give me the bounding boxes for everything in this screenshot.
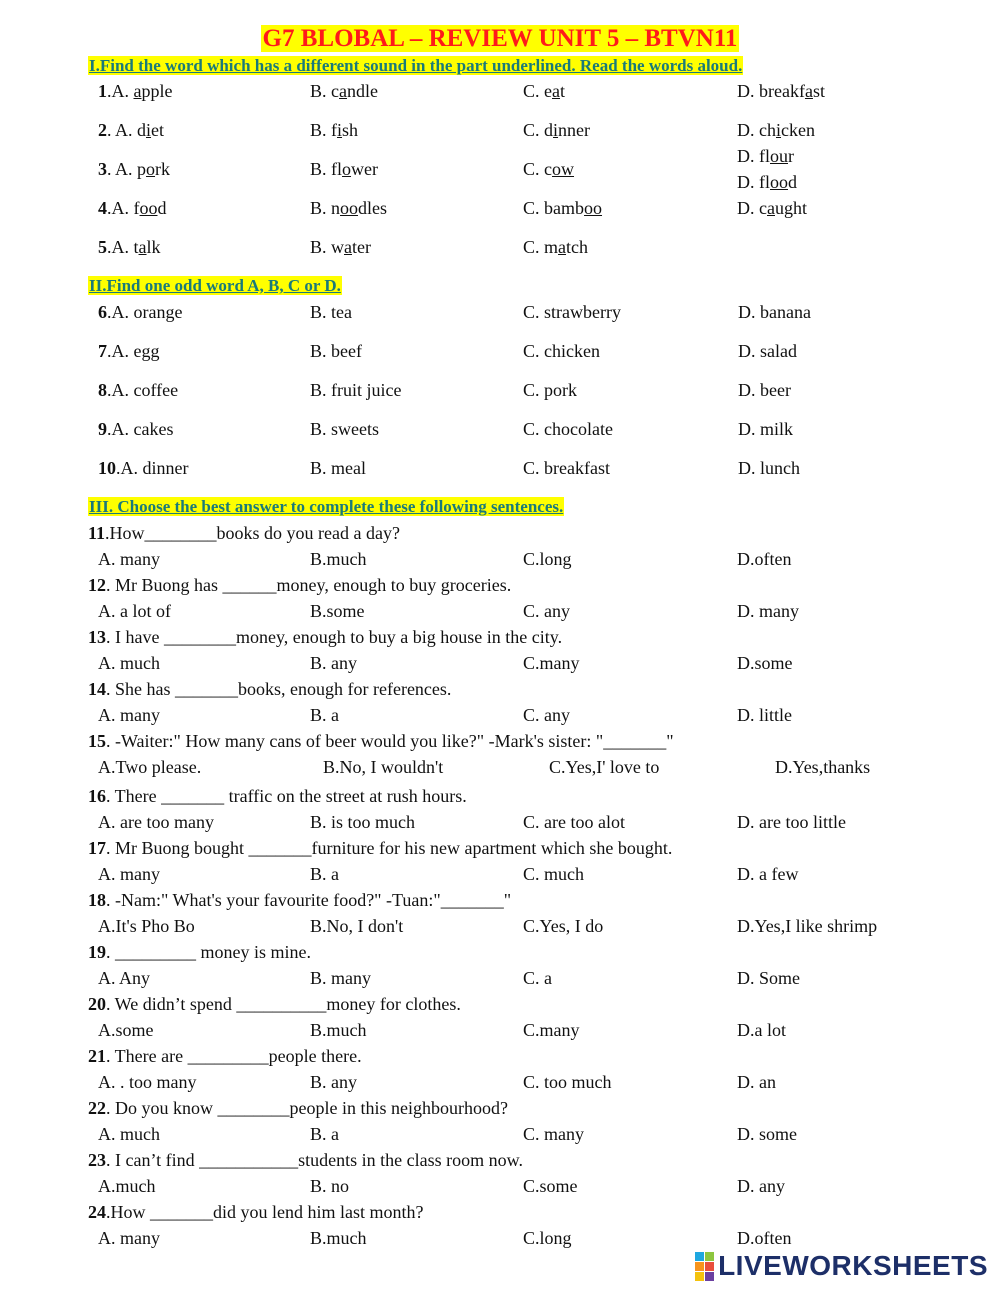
option-b: B. sweets (310, 419, 379, 439)
question-number: 14 (88, 679, 106, 699)
option-d (737, 81, 825, 102)
answer-option-a[interactable]: A.It's Pho Bo (98, 916, 195, 936)
question-text (88, 942, 311, 963)
answer-option-c[interactable]: C. a (523, 968, 552, 988)
question-text (88, 1046, 362, 1067)
word-part: c (544, 159, 553, 179)
answer-option-a[interactable]: A. Any (98, 968, 151, 988)
option-label: C. (523, 237, 545, 257)
option-c (523, 120, 590, 141)
option-label: D. (737, 172, 759, 192)
answer-option-c[interactable]: C. too much (523, 1072, 612, 1092)
answer-option-a[interactable]: A. many (98, 1228, 160, 1248)
option-b: B. tea (310, 302, 352, 322)
answer-option-d[interactable]: D. an (737, 1072, 776, 1092)
question-number: 23 (88, 1150, 106, 1170)
underlined-letters: oo (770, 172, 788, 192)
option-c: C. chocolate (523, 419, 613, 439)
answer-option-c[interactable]: C. are too alot (523, 812, 625, 832)
question-number: 17 (88, 838, 106, 858)
liveworksheets-logo-icon (695, 1252, 714, 1281)
answer-option-b[interactable]: B.much (310, 549, 367, 569)
option-a (98, 198, 167, 219)
word-part: nner (558, 120, 591, 140)
option-b: B. fruit juice (310, 380, 402, 400)
word-part: p (137, 159, 147, 179)
section-2-heading: II.Find one odd word A, B, C or D. (89, 276, 341, 295)
option-label: .A. (107, 237, 134, 257)
option-b: B. meal (310, 458, 366, 478)
underlined-letters: a (344, 237, 353, 257)
option-label: C. (523, 159, 545, 179)
option-d (737, 198, 807, 219)
word-part: ndle (347, 81, 379, 101)
question-number: 11 (88, 523, 106, 543)
option-c (523, 198, 602, 219)
option-a (98, 81, 173, 102)
answer-option-d[interactable]: D.some (737, 653, 793, 673)
question-text (88, 731, 674, 752)
option-d (737, 120, 815, 141)
answer-option-b[interactable]: B.some (310, 601, 365, 621)
underlined-letters: a (133, 81, 142, 101)
answer-option-c[interactable]: C. any (523, 601, 570, 621)
answer-option-c[interactable]: C.long (523, 549, 572, 569)
word-part: fl (759, 146, 770, 166)
question-text (88, 838, 672, 859)
question-number: 13 (88, 627, 106, 647)
question-text (88, 1150, 523, 1171)
word-part: sh (342, 120, 359, 140)
answer-option-a[interactable]: A.much (98, 1176, 156, 1196)
option-label: C. (523, 120, 545, 140)
option-label: D. (737, 81, 759, 101)
option-c (523, 81, 565, 102)
word-part: bamb (544, 198, 585, 218)
answer-option-d[interactable]: D. a few (737, 864, 799, 884)
answer-option-a[interactable]: A. much (98, 1124, 160, 1144)
question-stem: . Mr Buong bought _______furniture for his new apartment which she bought. (106, 838, 673, 858)
answer-option-b[interactable]: B. is too much (310, 812, 416, 832)
question-text (88, 890, 511, 911)
answer-option-c[interactable]: C.Yes,I' love to (549, 757, 660, 777)
word-part: et (151, 120, 165, 140)
answer-option-d[interactable]: D. are too little (737, 812, 846, 832)
answer-option-d[interactable]: D. any (737, 1176, 785, 1196)
option-c (523, 159, 574, 180)
option-label: . A. (107, 120, 138, 140)
option-label: D. (737, 198, 759, 218)
logo-text: LIVEWORKSHEETS (718, 1250, 988, 1281)
question-stem: . Mr Buong has ______money, enough to buy groceries. (106, 575, 512, 595)
option-text: .A. cakes (107, 419, 174, 439)
answer-option-c[interactable]: C. many (523, 1124, 584, 1144)
answer-option-c[interactable]: C.Yes, I do (523, 916, 604, 936)
answer-option-c[interactable]: C. any (523, 705, 570, 725)
word-part: f (331, 120, 338, 140)
question-stem: . I can’t find ___________students in the class room now. (106, 1150, 523, 1170)
word-part: ter (352, 237, 371, 257)
word-part: lk (146, 237, 161, 257)
underlined-letters: o (146, 159, 156, 179)
question-number: 22 (88, 1098, 106, 1118)
option-c: C. strawberry (523, 302, 621, 322)
answer-option-b[interactable]: B. no (310, 1176, 350, 1196)
question-number: 9 (98, 419, 107, 439)
word-part: e (544, 81, 553, 101)
option-b (310, 81, 378, 102)
question-number: 4 (98, 198, 107, 218)
option-b: B. beef (310, 341, 362, 361)
word-part: d (788, 172, 797, 192)
word-part: t (560, 81, 566, 101)
option-d (737, 146, 794, 167)
answer-option-a[interactable]: A. are too many (98, 812, 214, 832)
word-part: rk (155, 159, 171, 179)
question-text (88, 994, 461, 1015)
section-3-heading: III. Choose the best answer to complete these following sentences. (89, 497, 564, 516)
worksheet-title (0, 24, 1000, 54)
answer-option-a[interactable]: A.Two please. (98, 757, 202, 777)
option-text: .A. orange (107, 302, 183, 322)
question-stem: . I have ________money, enough to buy a big house in the city. (106, 627, 563, 647)
word-part: wer (351, 159, 378, 179)
word-part: ught (775, 198, 808, 218)
question-stem: . -Nam:" What's your favourite food?" -Tuan:"_______" (106, 890, 512, 910)
option-a (98, 419, 173, 440)
word-part: c (331, 81, 340, 101)
question-number: 10 (98, 458, 116, 478)
question-number: 19 (88, 942, 106, 962)
title-text: G7 BLOBAL – REVIEW UNIT 5 – BTVN11 (262, 25, 738, 52)
word-part: st (812, 81, 825, 101)
answer-option-a[interactable]: A. a lot of (98, 601, 171, 621)
option-d: D. banana (738, 302, 811, 322)
question-number: 15 (88, 731, 106, 751)
word-part: dles (358, 198, 388, 218)
option-text: .A. coffee (107, 380, 179, 400)
question-text (88, 627, 562, 648)
liveworksheets-logo[interactable] (695, 1250, 988, 1282)
answer-option-b[interactable]: B. any (310, 653, 357, 673)
answer-option-a[interactable]: A. many (98, 705, 160, 725)
question-number: 1 (98, 81, 107, 101)
question-stem: . There _______ traffic on the street at rush hours. (106, 786, 467, 806)
word-part: t (133, 237, 139, 257)
question-number: 16 (88, 786, 106, 806)
question-number: 2 (98, 120, 107, 140)
answer-option-d[interactable]: D.often (737, 1228, 792, 1248)
question-number: 8 (98, 380, 107, 400)
underlined-letters: i (553, 120, 559, 140)
option-text: .A. dinner (116, 458, 189, 478)
question-text (88, 1098, 508, 1119)
option-a (98, 302, 182, 323)
word-part: tch (566, 237, 589, 257)
underlined-letters: oo (340, 198, 359, 218)
option-d: D. lunch (738, 458, 800, 478)
option-d: D. salad (738, 341, 797, 361)
underlined-letters: ow (552, 159, 575, 179)
question-text (88, 679, 451, 700)
option-label: B. (310, 120, 332, 140)
word-part: m (544, 237, 559, 257)
option-a (98, 237, 161, 258)
option-d-alt (737, 172, 797, 193)
option-a (98, 458, 188, 479)
underlined-letters: ou (770, 146, 788, 166)
answer-option-d[interactable]: D.often (737, 549, 792, 569)
option-c (523, 237, 588, 258)
answer-option-b[interactable]: B. a (310, 1124, 339, 1144)
question-number: 18 (88, 890, 106, 910)
option-label: D. (737, 146, 759, 166)
option-d: D. milk (738, 419, 794, 439)
question-stem: . There are _________people there. (106, 1046, 362, 1066)
word-part: pple (141, 81, 173, 101)
question-stem: . -Waiter:" How many cans of beer would you like?" -Mark's sister: "_______" (106, 731, 674, 751)
underlined-letters: a (552, 81, 561, 101)
answer-option-a[interactable]: A. much (98, 653, 160, 673)
option-a (98, 159, 170, 180)
answer-option-d[interactable]: D. many (737, 601, 799, 621)
question-number: 6 (98, 302, 107, 322)
answer-option-d[interactable]: D. little (737, 705, 792, 725)
option-d: D. beer (738, 380, 791, 400)
underlined-letters: i (337, 120, 343, 140)
option-label: B. (310, 237, 332, 257)
question-number: 20 (88, 994, 106, 1014)
question-text (88, 786, 467, 807)
answer-option-d[interactable]: D. some (737, 1124, 797, 1144)
answer-option-c[interactable]: C.some (523, 1176, 578, 1196)
answer-option-d[interactable]: D.Yes,thanks (775, 757, 871, 777)
option-a (98, 380, 178, 401)
underlined-letters: a (558, 237, 567, 257)
question-text (88, 575, 511, 596)
word-part: d (137, 120, 147, 140)
word-part: r (788, 146, 794, 166)
question-number: 7 (98, 341, 107, 361)
word-part: d (157, 198, 167, 218)
answer-option-d[interactable]: D.a lot (737, 1020, 786, 1040)
option-text: .A. egg (107, 341, 160, 361)
question-text (88, 1202, 423, 1223)
answer-option-b[interactable]: B.No, I don't (310, 916, 404, 936)
option-label: .A. (107, 198, 134, 218)
question-number: 24 (88, 1202, 106, 1222)
word-part: fl (331, 159, 343, 179)
answer-option-b[interactable]: B. many (310, 968, 371, 988)
answer-option-b[interactable]: B.No, I wouldn't (323, 757, 444, 777)
question-text (88, 523, 400, 544)
answer-option-c[interactable]: C.many (523, 653, 580, 673)
answer-option-a[interactable]: A. . too many (98, 1072, 197, 1092)
option-label: D. (737, 120, 759, 140)
answer-option-a[interactable]: A. many (98, 864, 160, 884)
question-number: 21 (88, 1046, 106, 1066)
option-label: C. (523, 81, 545, 101)
underlined-letters: a (339, 81, 348, 101)
question-number: 5 (98, 237, 107, 257)
answer-option-b[interactable]: B. a (310, 705, 339, 725)
underlined-letters: o (342, 159, 352, 179)
question-stem: .How________books do you read a day? (105, 523, 400, 543)
option-c: C. pork (523, 380, 577, 400)
word-part: d (544, 120, 554, 140)
question-number: 12 (88, 575, 106, 595)
option-b (310, 237, 371, 258)
option-label: C. (523, 198, 545, 218)
answer-option-b[interactable]: B.much (310, 1020, 367, 1040)
question-stem: . We didn’t spend __________money for clothes. (106, 994, 461, 1014)
word-part: c (759, 198, 767, 218)
word-part: breakf (759, 81, 805, 101)
section-1-heading: I.Find the word which has a different sound in the part underlined. Read the words aloud. (89, 56, 743, 75)
option-label: B. (310, 159, 332, 179)
underlined-letters: a (138, 237, 147, 257)
option-c: C. chicken (523, 341, 600, 361)
option-b (310, 159, 378, 180)
answer-option-d[interactable]: D. Some (737, 968, 800, 988)
option-a (98, 120, 164, 141)
word-part: ch (759, 120, 776, 140)
option-label: B. (310, 81, 332, 101)
question-stem: . Do you know ________people in this neighbourhood? (106, 1098, 508, 1118)
word-part: n (331, 198, 341, 218)
answer-option-a[interactable]: A.some (98, 1020, 154, 1040)
option-b (310, 198, 387, 219)
option-label: . A. (107, 159, 138, 179)
word-part: f (133, 198, 140, 218)
answer-option-a[interactable]: A. many (98, 549, 160, 569)
question-stem: . She has _______books, enough for references. (106, 679, 452, 699)
option-a (98, 341, 160, 362)
word-part: fl (759, 172, 770, 192)
answer-option-b[interactable]: B. a (310, 864, 339, 884)
word-part: w (331, 237, 345, 257)
answer-option-b[interactable]: B. any (310, 1072, 357, 1092)
answer-option-c[interactable]: C.many (523, 1020, 580, 1040)
option-c: C. breakfast (523, 458, 610, 478)
question-number: 3 (98, 159, 107, 179)
underlined-letters: a (767, 198, 775, 218)
option-label: B. (310, 198, 332, 218)
answer-option-c[interactable]: C.long (523, 1228, 572, 1248)
underlined-letters: oo (139, 198, 158, 218)
underlined-letters: oo (584, 198, 603, 218)
question-stem: . _________ money is mine. (106, 942, 311, 962)
underlined-letters: i (776, 120, 782, 140)
question-stem: .How _______did you lend him last month? (106, 1202, 424, 1222)
underlined-letters: a (804, 81, 813, 101)
option-label: .A. (107, 81, 134, 101)
answer-option-b[interactable]: B.much (310, 1228, 367, 1248)
answer-option-d[interactable]: D.Yes,I like shrimp (737, 916, 878, 936)
underlined-letters: i (146, 120, 152, 140)
word-part: cken (781, 120, 815, 140)
answer-option-c[interactable]: C. much (523, 864, 584, 884)
option-b (310, 120, 358, 141)
